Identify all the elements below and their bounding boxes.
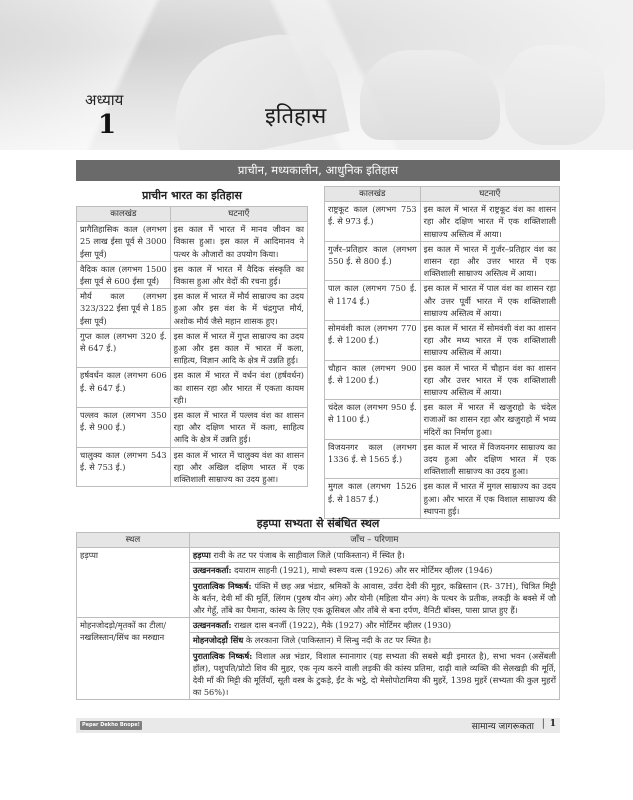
ancient-india-table [76, 206, 308, 487]
period-cell: वैदिक काल (लगभग 1500 ईसा पूर्व से 600 ईसा पूर्व) [77, 261, 171, 288]
chapter-number: 1 [98, 110, 117, 140]
findings-cell [189, 633, 559, 648]
events-cell: इस काल में भारत में सोमवंशी वंश का शासन रहा और मध्य भारत में एक शक्तिशाली साम्राज्य अस्तित्व में आया। [420, 321, 559, 361]
period-cell: गुर्जर–प्रतिहार काल (लगभग 550 ई. से 800 ई.) [325, 241, 421, 281]
entry-label: पुरातात्विक निष्कर्ष: [192, 580, 252, 591]
period-cell: राष्ट्रकूट काल (लगभग 753 ई. से 973 ई.) [325, 202, 421, 242]
entry-label: मोहनजोदड़ो सिंध [192, 635, 244, 646]
events-cell: इस काल में भारत में पल्लव वंश का शासन रहा और दक्षिण भारत में कला, साहित्य आदि के क्षेत्र में उन्नति हुई। [170, 408, 307, 448]
harappa-sites-table [76, 532, 560, 700]
table-row [325, 360, 560, 400]
column-header-events: घटनाएँ [420, 187, 559, 202]
events-cell: इस काल में भारत में वैदिक संस्कृति का विकास हुआ और वेदों की रचना हुई। [170, 261, 307, 288]
hand-image [505, 45, 605, 145]
events-cell: इस काल में भारत में विजयनगर साम्राज्य का उदय हुआ और दक्षिण भारत में एक शक्तिशाली साम्राज्य का उदय हुआ। [420, 439, 559, 479]
entry-label: हड़प्पा [192, 550, 211, 561]
site-name-cell: मोहनजोदड़ो/मृतकों का टीला/नखलिस्तान/सिंध का मरुद्यान [77, 618, 190, 700]
entry-text: रावी के तट पर पंजाब के साहीवाल जिले (पाकिस्तान) में स्थित है। [210, 550, 405, 561]
table-row [325, 241, 560, 281]
table-row [77, 261, 308, 288]
table-row [77, 447, 308, 487]
table-row [77, 408, 308, 448]
footer-separator: | [541, 718, 545, 729]
harappa-sites-title: हड़प्पा सभ्यता से संबंधित स्थल [256, 517, 380, 530]
events-cell: इस काल में भारत में राष्ट्रकूट वंश का शासन रहा और दक्षिण भारत में एक शक्तिशाली साम्राज्य अस्तित्व में आया। [420, 202, 559, 242]
events-cell: इस काल में भारत में गुप्त साम्राज्य का उदय हुआ और इस काल में भारत में कला, साहित्य, विज्ञान आदि के क्षेत्र में उन्नति हुई। [170, 328, 307, 368]
table-row [325, 479, 560, 519]
writing-hand-image [360, 50, 500, 140]
entry-text: राखल दास बनर्जी (1922), मैके (1927) और मोर्टिमर व्हीलर (1930) [231, 620, 452, 631]
table-row [77, 222, 308, 262]
period-cell: चौहान काल (लगभग 900 ई. से 1200 ई.) [325, 360, 421, 400]
events-cell: इस काल में भारत में मानव जीवन का विकास हुआ। इस काल में आदिमानव ने पत्थर के औजारों का उपयोग किया। [170, 222, 307, 262]
table-row [77, 328, 308, 368]
table-row [325, 202, 560, 242]
column-header-events: घटनाएँ [170, 207, 307, 222]
chapter-banner [0, 0, 633, 150]
period-cell: मुगल काल (लगभग 1526 ई. से 1857 ई.) [325, 479, 421, 519]
period-cell: प्रागैतिहासिक काल (लगभग 25 लाख ईसा पूर्व से 3000 ईसा पूर्व) [77, 222, 171, 262]
events-cell: इस काल में भारत में वर्धन वंश (हर्षवर्धन) का शासन रहा और भारत में एकता कायम रही। [170, 368, 307, 408]
chapter-label: अध्याय [85, 91, 124, 109]
entry-label: उत्खननकर्ता: [192, 565, 232, 576]
table-row [325, 439, 560, 479]
period-cell: मौर्य काल (लगभग 323/322 ईसा पूर्व से 185 ईसा पूर्व) [77, 289, 171, 329]
events-cell: इस काल में भारत में पाल वंश का शासन रहा और उत्तर पूर्वी भारत में एक शक्तिशाली साम्राज्य अस्तित्व में आया। [420, 281, 559, 321]
entry-text: के लरकाना जिले (पाकिस्तान) में सिन्धु नदी के तट पर स्थित है। [243, 635, 432, 646]
column-header-site: स्थल [77, 533, 190, 548]
events-cell: इस काल में भारत में चौहान वंश का शासन रहा और उत्तर भारत में एक शक्तिशाली साम्राज्य अस्तित्व में आया। [420, 360, 559, 400]
site-name-cell: हड़प्पा [77, 548, 190, 618]
column-header-period: कालखंड [77, 207, 171, 222]
page-number: 1 [549, 719, 556, 729]
entry-text: पंक्ति में छह अन्न भंडार, श्रमिकों के आवास, उर्वरा देवी की मुहर, कब्रिस्तान (R- 37H), चित्रित मिट्टी के बर्तन, देवी माँ की मूर्ति, लिंगम (पुरुष यौन अंग) और योनी (महिला यौन अंग) के पत्थर के प्रतीक, लकड़ी के बक्से में जौ और गेहूँ, ताँबे का पैमाना, कांस्य के लिए एक क्रूसिबल और ताँबे से बना दर्पण, वैनिटी बॉक्स, पासा प्राप्त हुए हैं। [192, 580, 556, 616]
table-row [77, 618, 560, 633]
period-cell: पाल काल (लगभग 750 ई. से 1174 ई.) [325, 281, 421, 321]
period-cell: विजयनगर काल (लगभग 1336 ई. से 1565 ई.) [325, 439, 421, 479]
table-row [325, 281, 560, 321]
book-image [160, 24, 349, 150]
period-cell: चालुक्य काल (लगभग 543 ई. से 753 ई.) [77, 447, 171, 487]
table-row [77, 289, 308, 329]
events-cell: इस काल में भारत में मुगल साम्राज्य का उदय हुआ। और भारत में एक विशाल साम्राज्य की स्थापना हुई। [420, 479, 559, 519]
events-cell: इस काल में भारत में खजुराहो के चंदेल राजाओं का शासन रहा और खजुराहो में भव्य मंदिरों का निर्माण हुआ। [420, 400, 559, 440]
publisher-badge: Pepar Dekho Bnope! [82, 722, 140, 728]
entry-text: दयाराम साहनी (1921), माधो स्वरूप वत्स (1926) और सर मोर्टिमर व्हीलर (1946) [231, 565, 493, 576]
entry-label: पुरातात्विक निष्कर्ष: [192, 650, 253, 661]
findings-cell [189, 578, 559, 618]
period-cell: हर्षवर्धन काल (लगभग 606 ई. से 647 ई.) [77, 368, 171, 408]
events-cell: इस काल में भारत में चालुक्य वंश का शासन रहा और अखिल दक्षिण भारत में एक शक्तिशाली साम्राज्य का उदय हुआ। [170, 447, 307, 487]
medieval-india-table [324, 186, 560, 519]
period-cell: पल्लव काल (लगभग 350 ई. से 900 ई.) [77, 408, 171, 448]
findings-cell [189, 648, 559, 700]
ancient-india-title: प्राचीन भारत का इतिहास [142, 189, 242, 202]
table-row [325, 400, 560, 440]
findings-cell [189, 618, 559, 633]
findings-cell [189, 563, 559, 578]
events-cell: इस काल में भारत में मौर्य साम्राज्य का उदय हुआ और इस वंश के में चंद्रगुप्त मौर्य, अशोक मौर्य जैसे महान शासक हुए। [170, 289, 307, 329]
table-row [77, 368, 308, 408]
section-heading-bar: प्राचीन, मध्यकालीन, आधुनिक इतिहास [76, 160, 560, 181]
column-header-period: कालखंड [325, 187, 421, 202]
entry-label: उत्खननकर्ता: [192, 620, 232, 631]
column-header-findings: जाँच – परिणाम [189, 533, 559, 548]
page-footer [76, 718, 560, 733]
period-cell: चंदेल काल (लगभग 950 ई. से 1100 ई.) [325, 400, 421, 440]
events-cell: इस काल में भारत में गुर्जर–प्रतिहार वंश का शासन रहा और उत्तर भारत में एक शक्तिशाली साम्राज्य अस्तित्व में आया। [420, 241, 559, 281]
period-cell: सोमवंशी काल (लगभग 770 ई. से 1200 ई.) [325, 321, 421, 361]
table-row [77, 548, 560, 563]
footer-subject: सामान्य जागरूकता [471, 722, 534, 732]
chapter-title: इतिहास [265, 104, 327, 129]
findings-cell [189, 548, 559, 563]
entry-text: विशाल अन्न भंडार, विशाल स्नानागार (यह सभ्यता की सबसे बड़ी इमारत है), सभा भवन (असेंबली हॉल), पशुपति/प्रोटो शिव की मुहर, एक नृत्य करने वाली लड़की की कांस्य प्रतिमा, दाढ़ी वाले व्यक्ति की सेलखड़ी की मूर्ति, देवी माँ की मिट्टी की मूर्तियाँ, सूती वस्त्र के टुकड़े, ईंट के भट्ठे, दो मेसोपोटामिया की मुहरें, 1398 मुहरें (सभ्यता की कुल मुहरों का 56%)। [192, 650, 556, 698]
table-row [325, 321, 560, 361]
period-cell: गुप्त काल (लगभग 320 ई. से 647 ई.) [77, 328, 171, 368]
